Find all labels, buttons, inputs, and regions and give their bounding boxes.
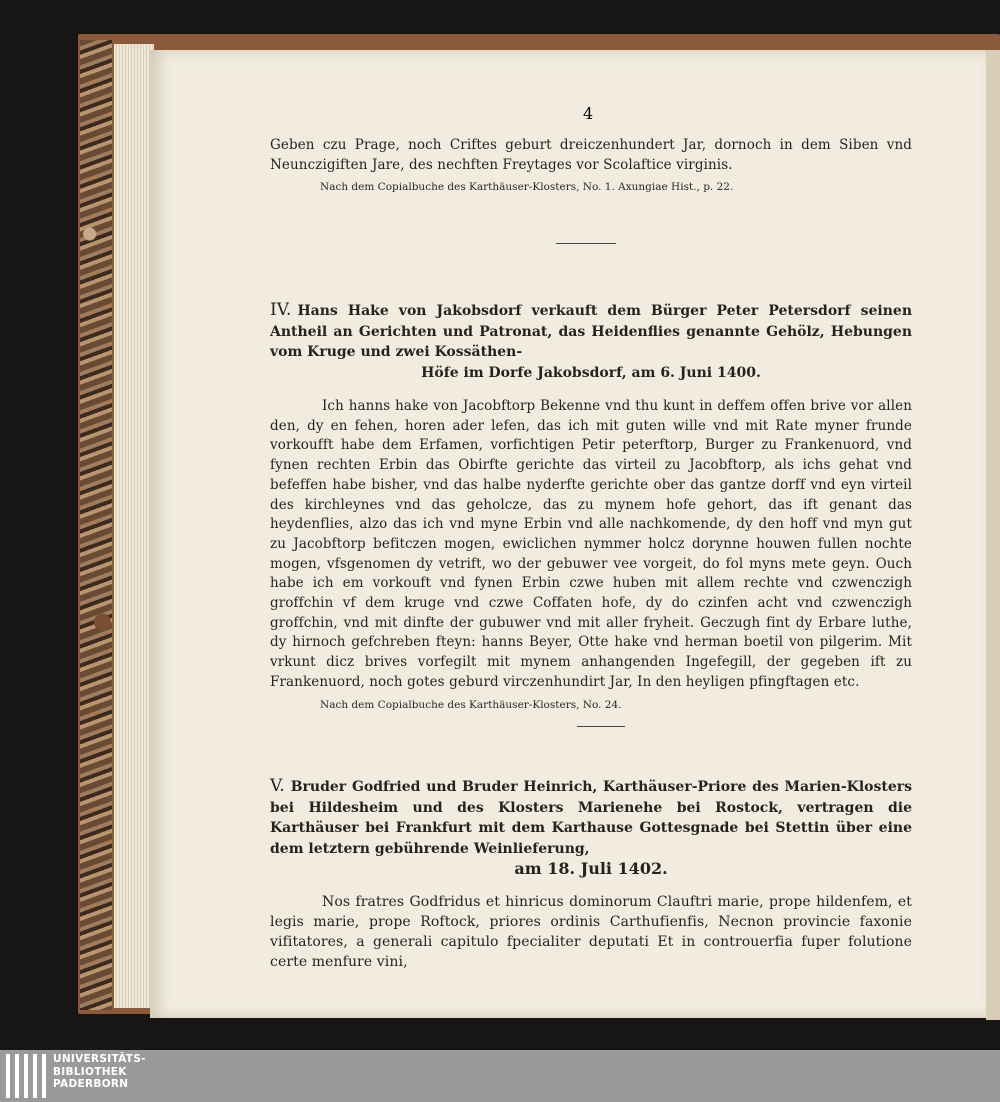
section-divider-2: [577, 726, 625, 727]
top-section: [270, 136, 912, 195]
section-v-date: am 18. Juli 1402.: [514, 859, 668, 878]
section-v-numeral: V.: [270, 776, 285, 796]
top-source-note: Nach dem Copialbuche des Karthäuser-Klosters, No. 1. Axungiae Hist., p. 22.: [320, 181, 734, 194]
section-iv-title: Hans Hake von Jakobsdorf verkauft dem Bürger Peter Petersdorf seinen Antheil an Gerichten und Patronat, das Heidenflies genannte Gehölz, Hebungen vom Kruge und zwei Kossäthen-: [270, 303, 912, 360]
footer-bar: [0, 1050, 1000, 1102]
library-logo-text: [53, 1053, 146, 1091]
section-iv-heading: [270, 300, 912, 383]
library-logo-icon: [6, 1054, 46, 1098]
section-iv-numeral: IV.: [270, 300, 292, 320]
section-divider: [556, 243, 616, 244]
section-v: [270, 776, 912, 972]
top-paragraph: Geben czu Prage, noch Criftes geburt dreiczenhundert Jar, dornoch in dem Siben vnd Neunczigiften Jare, des nechften Freytages vor Scolaftice virginis.: [270, 137, 912, 173]
section-v-title: Bruder Godfried und Bruder Heinrich, Karthäuser-Priore des Marien-Klosters bei Hildesheim und des Klosters Marienehe bei Rostock, vertragen die Karthäuser bei Frankfurt mit dem Karthause Gottesgnade bei Stettin über eine dem letztern gebührende Weinlieferung,: [270, 779, 912, 857]
page-edges: [114, 44, 154, 1008]
section-iv-source-note: Nach dem Copialbuche des Karthäuser-Klosters, No. 24.: [320, 698, 622, 711]
page-right-edge: [986, 50, 1000, 1020]
page-number: 4: [583, 104, 594, 123]
marbled-binding: [80, 40, 112, 1010]
section-iv-body: Ich hanns hake von Jacobftorp Bekenne vnd thu kunt in deffem offen brive vor allen den, dy en fehen, horen ader lefen, das ich mit guten wille vnd mit Rate myner frunde vorkoufft habe dem Erfamen, vorfichtigen Petir peterftorp, Burger zu Frankenuord, vnd fynen rechten Erbin das Obirfte gerichte das virteil zu Jacobftorp, als ichs gehat vnd befeffen habe bisher, vnd das halbe nyderfte gerichte ober das gantze dorff vnd eyn virteil des kirchleynes vnd das geholcze, das zu mynem hofe gehort, das ift genant das heydenflies, alzo das ich vnd myne Erbin vnd alle nachkomende, dy den hoff vnd myn gut zu Jacobftorp befitczen mogen, ewiclichen nymmer holcz dorynne houwen fullen nochte mogen, vfsgenomen dy vetrift, wo der gebuwer vee vorgeit, do fol myns mete geyn. Ouch habe ich em vorkouft vnd fynen Erbin czwe huben mit allem rechte vnd czwenczigh groffchin vf dem kruge vnd czwe Coffaten hofe, dy do czinfen acht vnd czwenczigh groffchin, vnd mit dinfte der gubuwer vnd mit aller fryheit. Geczugh fint dy Erbare luthe, dy hirnoch gefchreben fteyn: hanns Beyer, Otte hake vnd herman boetil von pilgerim. Mit vrkunt dicz brives vorfegilt mit mynem anhangenden Ingefegill, der gegeben ift zu Frankenuord, noch gotes geburd virczenhundirt Jar, In den heyligen pfingftagen etc.: [270, 398, 912, 690]
section-iv-date: Höfe im Dorfe Jakobsdorf, am 6. Juni 1400.: [421, 364, 761, 381]
section-v-heading: [270, 776, 912, 880]
logo-line-1: UNIVERSITÄTS-: [53, 1053, 146, 1065]
section-iv: [270, 300, 912, 713]
section-v-body: Nos fratres Godfridus et hinricus dominorum Clauftri marie, prope hildenfem, et legis marie, prope Roftock, priores ordinis Carthufienfis, Necnon provincie faxonie vifitatores, a generali capitulo fpecialiter deputati Et in controuerfia fuper folutione certe menfure vini,: [270, 893, 912, 970]
logo-line-2: BIBLIOTHEK: [53, 1065, 127, 1078]
logo-line-3: PADERBORN: [53, 1078, 129, 1090]
